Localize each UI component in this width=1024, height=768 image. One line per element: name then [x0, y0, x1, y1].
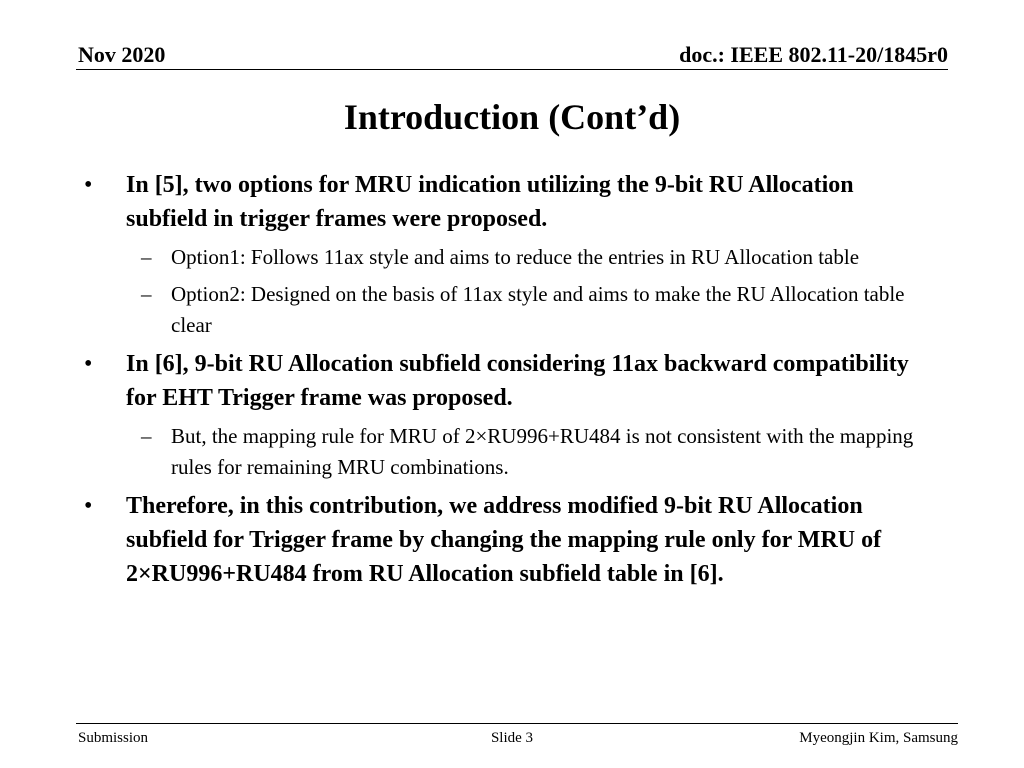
footer-author: Myeongjin Kim, Samsung — [799, 730, 958, 746]
dash-marker: – — [141, 245, 152, 269]
bullet-2-text: In [6], 9-bit RU Allocation subfield considering 11ax backward compatibility for EHT Trigger frame was proposed. — [126, 351, 909, 411]
bullet-marker: • — [84, 493, 93, 519]
bullet-1-sub-1 — [84, 242, 914, 273]
bullet-2-sub-1 — [84, 421, 914, 483]
header-divider — [76, 69, 948, 70]
bullet-marker: • — [84, 351, 93, 377]
dash-marker: – — [141, 424, 152, 448]
bullet-3-text: Therefore, in this contribution, we address modified 9-bit RU Allocation subfield for Trigger frame by changing the mapping rule only for MRU of 2×RU996+RU484 from RU Allocation subfield table in [6]. — [126, 493, 882, 587]
header-doc-id: doc.: IEEE 802.11-20/1845r0 — [679, 42, 948, 67]
bullet-2 — [84, 347, 914, 415]
bullet-2-sub-1-text: But, the mapping rule for MRU of 2×RU996+RU484 is not consistent with the mapping rules for remaining MRU combinations. — [171, 424, 914, 479]
bullet-1-text: In [5], two options for MRU indication utilizing the 9-bit RU Allocation subfield in trigger frames were proposed. — [126, 172, 854, 232]
slide-body — [84, 168, 914, 591]
bullet-3 — [84, 489, 914, 591]
dash-marker: – — [141, 282, 152, 306]
footer-divider — [76, 723, 958, 724]
header-date: Nov 2020 — [78, 42, 166, 67]
bullet-marker: • — [84, 172, 93, 198]
slide-title: Introduction (Cont’d) — [343, 97, 681, 137]
footer-slide-number: Slide 3 — [490, 730, 534, 746]
footer-submission: Submission — [78, 730, 149, 746]
bullet-1-sub-2 — [84, 279, 914, 341]
bullet-1 — [84, 168, 914, 236]
bullet-1-sub-2-text: Option2: Designed on the basis of 11ax style and aims to make the RU Allocation table clear — [171, 282, 905, 337]
bullet-1-sub-1-text: Option1: Follows 11ax style and aims to reduce the entries in RU Allocation table — [171, 245, 860, 269]
